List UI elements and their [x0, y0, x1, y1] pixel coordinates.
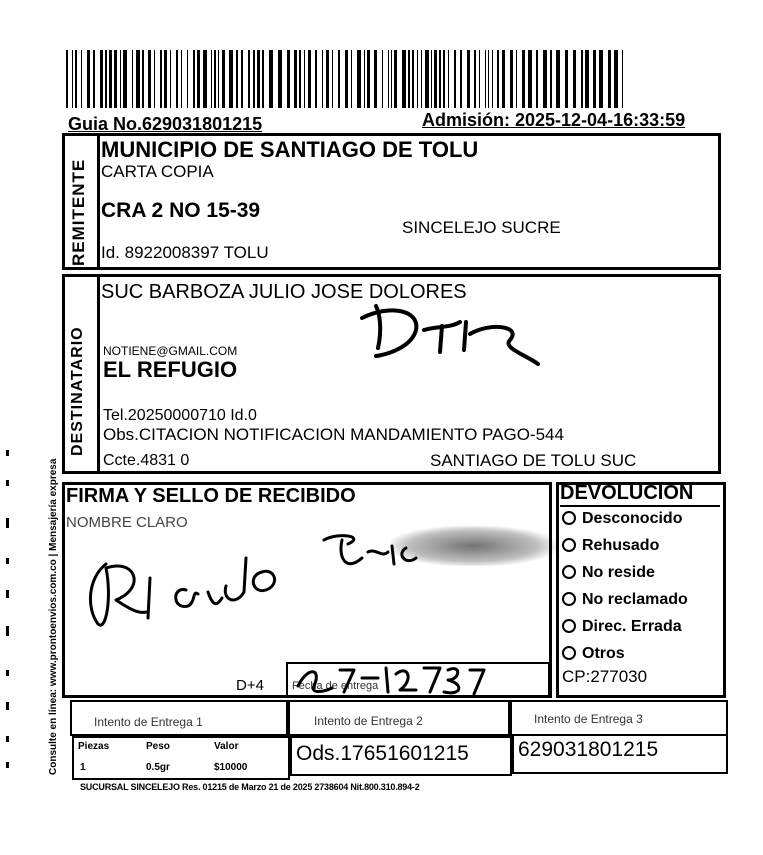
guia-number: Guia No.629031801215	[68, 114, 263, 134]
d4-label: D+4	[236, 677, 264, 694]
handwritten-date	[292, 656, 502, 698]
ods-value: Ods.17651601215	[296, 742, 469, 765]
remitente-city: SINCELEJO SUCRE	[402, 218, 561, 237]
piezas-value: 1	[80, 762, 86, 773]
devolucion-option-no-reside[interactable]	[562, 564, 688, 591]
remitente-id: Id. 8922008397 TOLU	[101, 243, 269, 262]
valor-label: Valor	[214, 741, 239, 752]
nombre-claro-label: NOMBRE CLARO	[66, 514, 188, 531]
option-label: Direc. Errada	[582, 618, 682, 635]
guia-number-value: 629031801215	[518, 738, 659, 761]
admision-timestamp: Admisión: 2025-12-04-16:33:59	[422, 110, 686, 130]
devolucion-options	[562, 510, 688, 687]
radio-icon	[562, 592, 576, 606]
radio-icon	[562, 646, 576, 660]
remitente-address: CRA 2 NO 15-39	[101, 199, 261, 222]
devolucion-option-no-reclamado[interactable]	[562, 591, 688, 618]
radio-icon	[562, 538, 576, 552]
destinatario-email: NOTIENE@GMAIL.COM	[103, 344, 238, 358]
option-label: No reclamado	[582, 591, 688, 608]
radio-icon	[562, 619, 576, 633]
option-label: Otros	[582, 645, 625, 662]
side-website-text: Consulte en línea: www.prontoenvios.com.co | Mensajería expresa	[48, 458, 59, 775]
intento-3-label: Intento de Entrega 3	[534, 712, 643, 726]
peso-value: 0.5gr	[146, 762, 170, 773]
radio-icon	[562, 565, 576, 579]
devolucion-cp: CP:277030	[562, 667, 648, 686]
piezas-label: Piezas	[78, 741, 110, 752]
devolucion-option-otros[interactable]	[562, 645, 688, 667]
option-label: Desconocido	[582, 510, 683, 527]
option-label: No reside	[582, 564, 655, 581]
firma-title: FIRMA Y SELLO DE RECIBIDO	[66, 485, 356, 507]
barcode	[66, 50, 628, 108]
destinatario-city: SANTIAGO DE TOLU SUC	[430, 451, 637, 470]
destinatario-name: SUC BARBOZA JULIO JOSE DOLORES	[101, 281, 467, 303]
intento-1-label: Intento de Entrega 1	[94, 715, 203, 729]
remitente-doc-type: CARTA COPIA	[101, 162, 214, 181]
fecha-entrega-label: Fecha de entrega	[292, 680, 379, 692]
destinatario-ccte: Ccte.4831 0	[103, 452, 190, 469]
devolucion-option-rehusado[interactable]	[562, 537, 688, 564]
smudge	[390, 526, 556, 566]
destinatario-place: EL REFUGIO	[103, 357, 238, 382]
destinatario-label: DESTINATARIO	[69, 326, 86, 456]
handwritten-mark	[350, 300, 550, 370]
intento-2-label: Intento de Entrega 2	[314, 714, 423, 728]
devolucion-option-desconocido[interactable]	[562, 510, 688, 537]
footer-text: SUCURSAL SINCELEJO Res. 01215 de Marzo 21 de 2025 2738604 Nit.800.310.894-2	[80, 782, 420, 792]
destinatario-tel: Tel.20250000710 Id.0	[103, 407, 257, 424]
valor-value: $10000	[214, 762, 248, 773]
radio-icon	[562, 511, 576, 525]
devolucion-title: DEVOLUCION	[560, 482, 720, 507]
option-label: Rehusado	[582, 537, 660, 554]
remitente-label: REMITENTE	[69, 158, 88, 266]
remitente-name: MUNICIPIO DE SANTIAGO DE TOLU	[101, 137, 479, 162]
destinatario-obs: Obs.CITACION NOTIFICACION MANDAMIENTO PAGO-544	[103, 425, 564, 444]
edge-dots	[0, 440, 14, 780]
devolucion-option-direc-errada[interactable]	[562, 618, 688, 645]
peso-label: Peso	[146, 741, 170, 752]
